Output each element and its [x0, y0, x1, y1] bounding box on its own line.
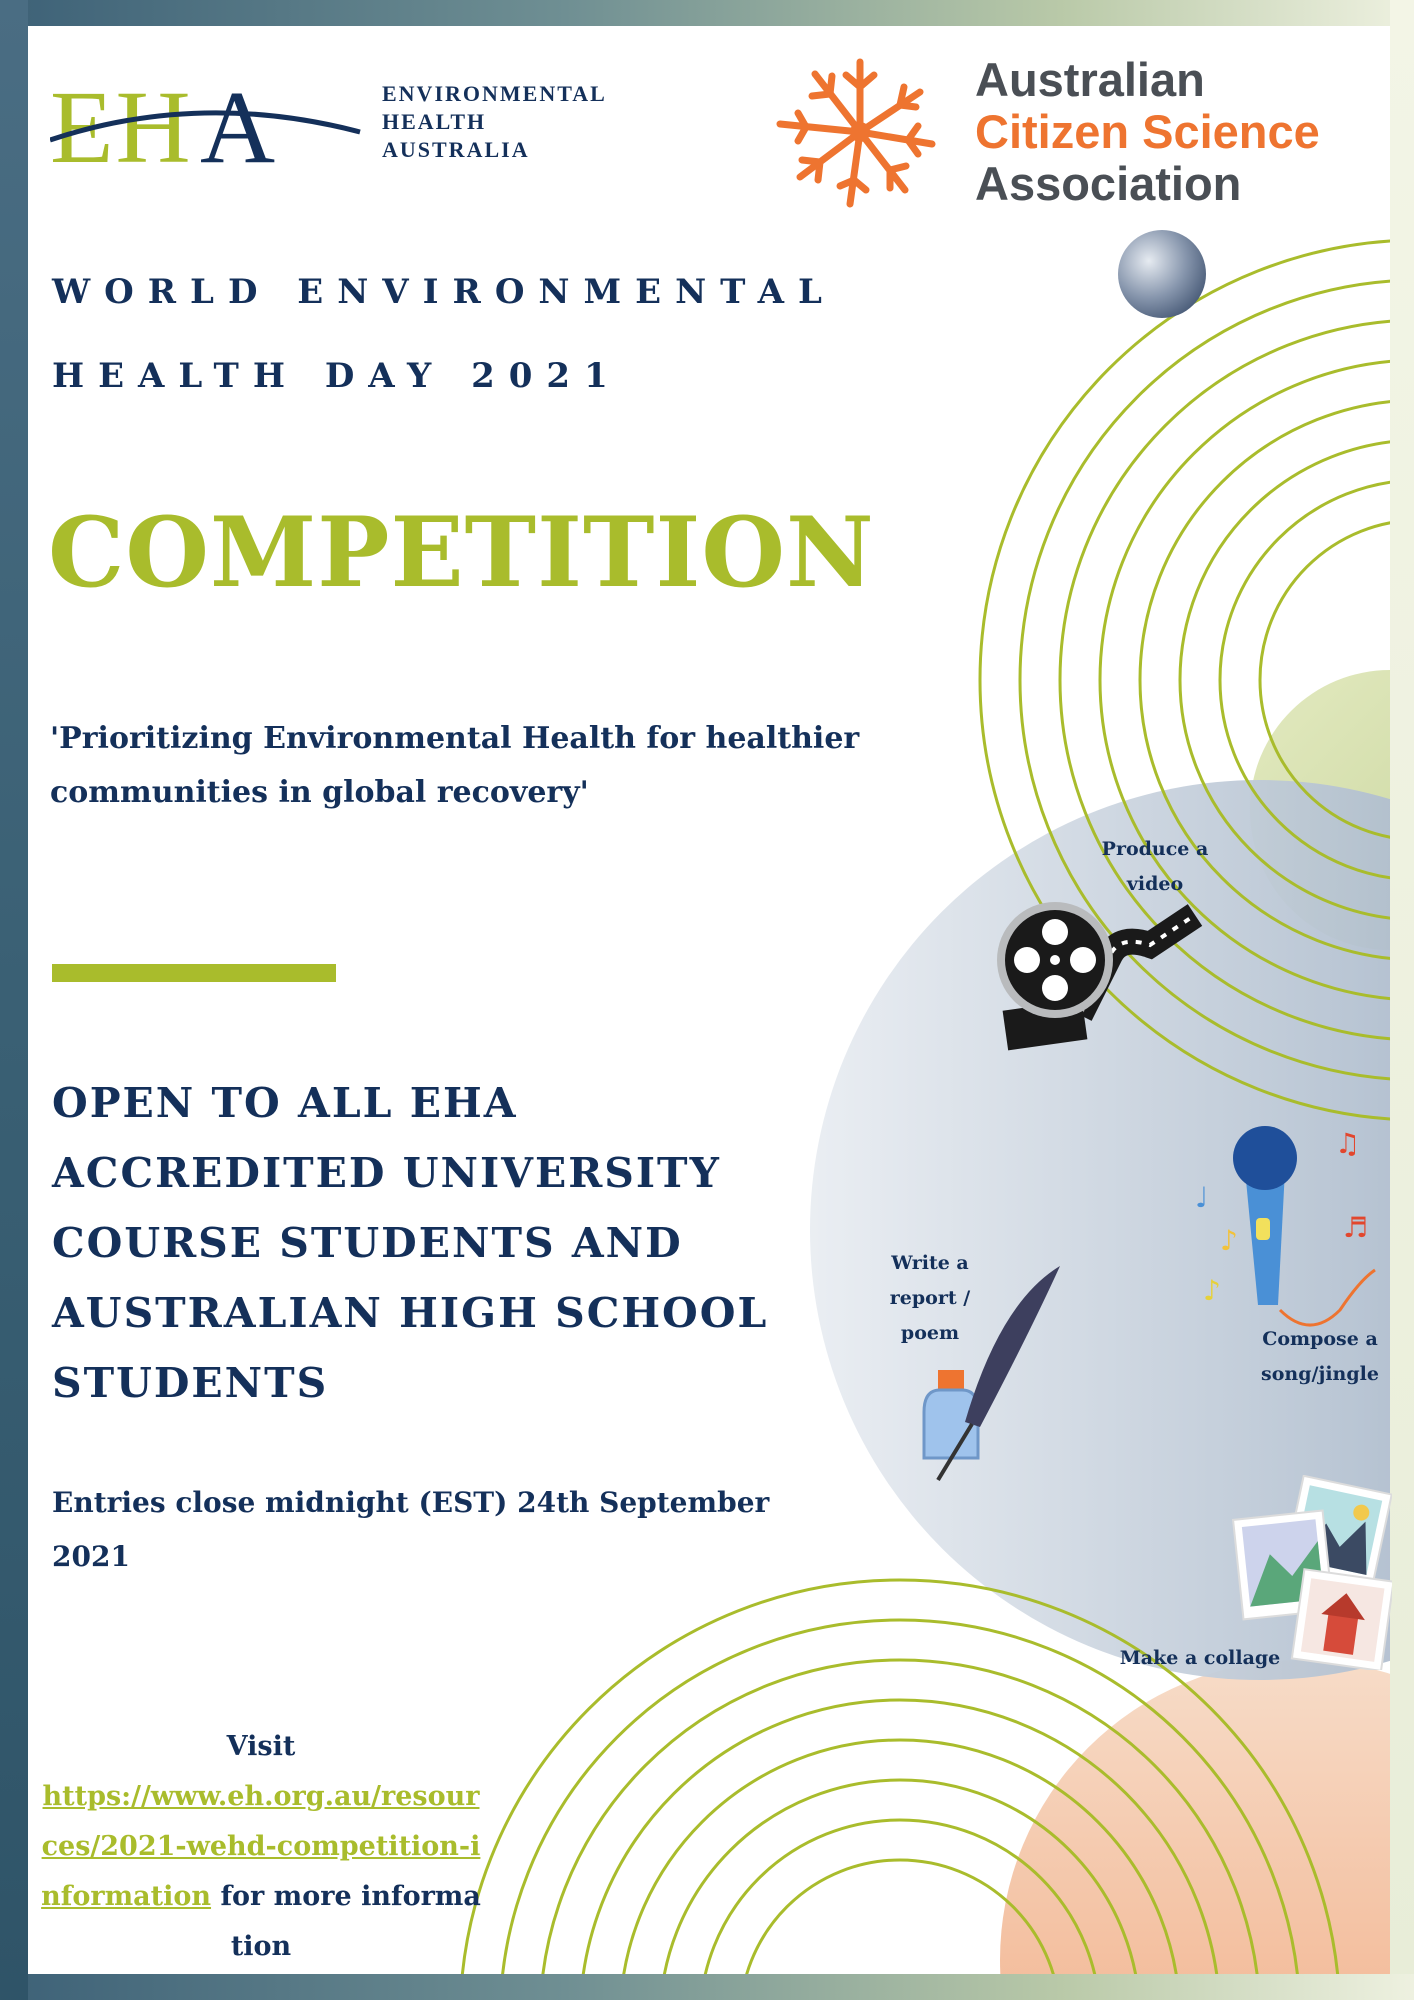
activity-collage-label: Make a collage: [1119, 1647, 1281, 1669]
eha-organization-name: [382, 80, 607, 164]
svg-text:EH: EH: [50, 70, 193, 180]
acsa-name-line: Association: [975, 157, 1242, 210]
eha-logo-mark: [50, 70, 370, 180]
visit-suffix: for more information: [220, 1881, 481, 1962]
svg-text:♪: ♪: [1203, 1274, 1221, 1307]
eligibility-statement: OPEN TO ALL EHA ACCREDITED UNIVERSITY COURSE STUDENTS AND AUSTRALIAN HIGH SCHOOL STUDENTS: [52, 1079, 769, 1407]
svg-text:♩: ♩: [1195, 1181, 1209, 1214]
film-reel-icon: [990, 895, 1205, 1055]
planet-sphere-icon: [1118, 230, 1206, 318]
photo-collage-icon: [1232, 1475, 1392, 1670]
competition-headline: COMPETITION: [48, 496, 875, 609]
entry-deadline: Entries close midnight (EST) 24th September 2021: [52, 1486, 770, 1573]
eha-name-line: ENVIRONMENTAL: [382, 81, 607, 106]
activity-song-label: Compose a song/jingle: [1261, 1328, 1379, 1385]
quill-inkwell-icon: [910, 1262, 1075, 1482]
acsa-logo: [760, 40, 1400, 220]
activity-write-label: Write a report / poem: [889, 1252, 971, 1344]
event-title-line: WORLD ENVIRONMENTAL: [52, 272, 836, 312]
event-title: [52, 250, 836, 418]
svg-text:♪: ♪: [1220, 1224, 1238, 1257]
svg-text:A: A: [200, 70, 276, 180]
acsa-snowflake-icon: [760, 40, 960, 220]
acsa-organization-name: [975, 54, 1320, 210]
acsa-name-line: Australian: [975, 53, 1205, 106]
green-divider: [52, 964, 336, 982]
visit-info: [36, 1722, 486, 1972]
music-note-icon: [1195, 1115, 1395, 1315]
competition-info-link[interactable]: https://www.eh.org.au/resources/2021-wehd-competition-information: [41, 1781, 481, 1912]
eha-name-line: AUSTRALIA: [382, 137, 530, 162]
svg-text:♫: ♫: [1335, 1127, 1361, 1160]
event-title-line: HEALTH DAY 2021: [52, 356, 622, 396]
visit-prefix: Visit: [226, 1731, 296, 1762]
eha-name-line: HEALTH: [382, 109, 487, 134]
competition-theme: 'Prioritizing Environmental Health for healthier communities in global recovery': [50, 721, 860, 810]
activity-video-label: Produce a video: [1101, 838, 1209, 895]
eha-logo: [50, 70, 650, 180]
svg-text:♬: ♬: [1343, 1211, 1369, 1244]
acsa-name-line: Citizen Science: [975, 105, 1320, 158]
